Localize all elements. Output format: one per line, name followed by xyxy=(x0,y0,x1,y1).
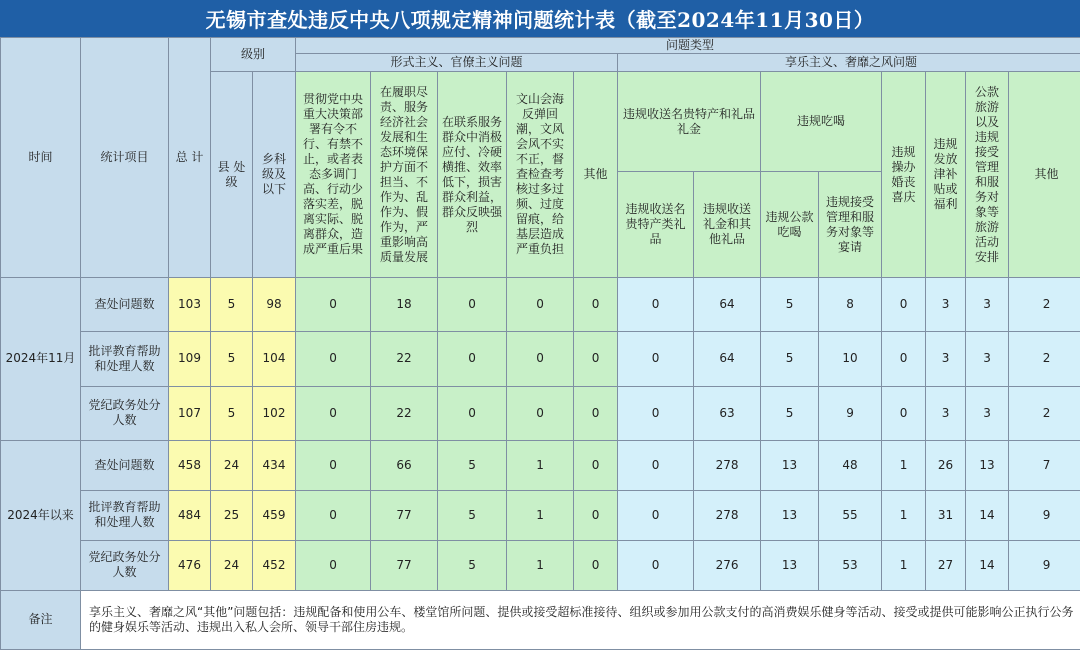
header-gift-money: 违规收送礼金和其他礼品 xyxy=(694,172,761,278)
cell: 9 xyxy=(819,386,882,440)
cell: 48 xyxy=(819,440,882,490)
cell: 1 xyxy=(507,490,574,540)
statistics-table xyxy=(0,37,1080,650)
row-item: 批评教育帮助和处理人数 xyxy=(81,332,169,386)
cell: 14 xyxy=(966,540,1009,590)
header-problem-type: 问题类型 xyxy=(296,38,1080,54)
table-title: 无锡市查处违反中央八项规定精神问题统计表（截至2024年11月30日） xyxy=(0,0,1080,37)
period-label: 2024年以来 xyxy=(1,440,81,590)
table-row xyxy=(1,540,1080,590)
cell: 0 xyxy=(296,540,371,590)
cell: 31 xyxy=(926,490,966,540)
cell: 276 xyxy=(694,540,761,590)
cell: 1 xyxy=(507,440,574,490)
cell: 24 xyxy=(211,440,253,490)
cell: 0 xyxy=(882,332,926,386)
cell: 25 xyxy=(211,490,253,540)
header-formalism-1: 贯彻党中央重大决策部署有令不行、有禁不止，或者表态多调门高、行动少落实差，脱离实际、脱离群众，造成严重后果 xyxy=(296,72,371,278)
cell: 22 xyxy=(371,332,438,386)
cell: 77 xyxy=(371,540,438,590)
cell: 1 xyxy=(882,540,926,590)
header-formalism: 形式主义、官僚主义问题 xyxy=(296,54,618,72)
cell: 0 xyxy=(438,278,507,332)
cell: 66 xyxy=(371,440,438,490)
cell: 0 xyxy=(882,278,926,332)
cell: 1 xyxy=(882,440,926,490)
cell: 64 xyxy=(694,332,761,386)
header-hedonism: 享乐主义、奢靡之风问题 xyxy=(618,54,1080,72)
cell: 459 xyxy=(253,490,296,540)
cell: 0 xyxy=(574,540,618,590)
header-township-level: 乡科级及以下 xyxy=(253,72,296,278)
cell: 0 xyxy=(618,490,694,540)
cell: 53 xyxy=(819,540,882,590)
header-wedding: 违规操办婚丧喜庆 xyxy=(882,72,926,278)
cell: 3 xyxy=(926,386,966,440)
table-row xyxy=(1,278,1080,332)
table-row xyxy=(1,490,1080,540)
cell: 13 xyxy=(761,490,819,540)
header-item: 统计项目 xyxy=(81,38,169,278)
cell: 0 xyxy=(296,332,371,386)
cell: 2 xyxy=(1009,332,1080,386)
cell: 0 xyxy=(438,332,507,386)
cell: 0 xyxy=(574,278,618,332)
table-row xyxy=(1,386,1080,440)
cell: 278 xyxy=(694,440,761,490)
header-subsidy: 违规发放津补贴或福利 xyxy=(926,72,966,278)
cell: 107 xyxy=(169,386,211,440)
cell: 5 xyxy=(211,386,253,440)
cell: 0 xyxy=(882,386,926,440)
cell: 476 xyxy=(169,540,211,590)
cell: 5 xyxy=(438,540,507,590)
cell: 1 xyxy=(882,490,926,540)
cell: 0 xyxy=(507,278,574,332)
cell: 64 xyxy=(694,278,761,332)
cell: 0 xyxy=(438,386,507,440)
row-item: 查处问题数 xyxy=(81,440,169,490)
cell: 13 xyxy=(966,440,1009,490)
header-level: 级别 xyxy=(211,38,296,72)
cell: 7 xyxy=(1009,440,1080,490)
header-travel: 公款旅游以及违规接受管理和服务对象等旅游活动安排 xyxy=(966,72,1009,278)
cell: 5 xyxy=(438,490,507,540)
header-county-level: 县 处 级 xyxy=(211,72,253,278)
row-item: 党纪政务处分人数 xyxy=(81,540,169,590)
table-row xyxy=(1,440,1080,490)
cell: 0 xyxy=(296,386,371,440)
note-text: 享乐主义、奢靡之风“其他”问题包括：违规配备和使用公车、楼堂馆所问题、提供或接受超标准接待、组织或参加用公款支付的高消费娱乐健身等活动、接受或提供可能影响公正执行公务的健身娱乐等活动、违规出入私人会所、领导干部住房违规。 xyxy=(81,590,1080,649)
cell: 103 xyxy=(169,278,211,332)
cell: 109 xyxy=(169,332,211,386)
cell: 22 xyxy=(371,386,438,440)
cell: 0 xyxy=(507,386,574,440)
cell: 0 xyxy=(574,386,618,440)
header-total: 总 计 xyxy=(169,38,211,278)
cell: 0 xyxy=(618,440,694,490)
cell: 55 xyxy=(819,490,882,540)
cell: 98 xyxy=(253,278,296,332)
cell: 18 xyxy=(371,278,438,332)
header-gift: 违规收送名贵特产和礼品礼金 xyxy=(618,72,761,172)
cell: 9 xyxy=(1009,490,1080,540)
header-formalism-other: 其他 xyxy=(574,72,618,278)
cell: 5 xyxy=(438,440,507,490)
row-item: 批评教育帮助和处理人数 xyxy=(81,490,169,540)
cell: 24 xyxy=(211,540,253,590)
cell: 14 xyxy=(966,490,1009,540)
period-label: 2024年11月 xyxy=(1,278,81,440)
cell: 5 xyxy=(761,386,819,440)
header-dining-public: 违规公款吃喝 xyxy=(761,172,819,278)
cell: 13 xyxy=(761,440,819,490)
cell: 5 xyxy=(211,278,253,332)
cell: 0 xyxy=(296,278,371,332)
cell: 0 xyxy=(618,540,694,590)
header-formalism-3: 在联系服务群众中消极应付、冷硬横推、效率低下，损害群众利益，群众反映强烈 xyxy=(438,72,507,278)
cell: 484 xyxy=(169,490,211,540)
note-row xyxy=(1,590,1080,649)
cell: 0 xyxy=(618,386,694,440)
cell: 2 xyxy=(1009,278,1080,332)
cell: 2 xyxy=(1009,386,1080,440)
cell: 27 xyxy=(926,540,966,590)
cell: 63 xyxy=(694,386,761,440)
header-gift-specialty: 违规收送名贵特产类礼品 xyxy=(618,172,694,278)
cell: 0 xyxy=(296,440,371,490)
cell: 3 xyxy=(926,332,966,386)
cell: 3 xyxy=(966,386,1009,440)
cell: 8 xyxy=(819,278,882,332)
row-item: 查处问题数 xyxy=(81,278,169,332)
cell: 0 xyxy=(574,490,618,540)
cell: 434 xyxy=(253,440,296,490)
cell: 9 xyxy=(1009,540,1080,590)
cell: 278 xyxy=(694,490,761,540)
cell: 1 xyxy=(507,540,574,590)
cell: 102 xyxy=(253,386,296,440)
header-dining: 违规吃喝 xyxy=(761,72,882,172)
cell: 452 xyxy=(253,540,296,590)
cell: 0 xyxy=(618,332,694,386)
table-row xyxy=(1,332,1080,386)
cell: 77 xyxy=(371,490,438,540)
cell: 3 xyxy=(966,332,1009,386)
row-item: 党纪政务处分人数 xyxy=(81,386,169,440)
header-hedonism-other: 其他 xyxy=(1009,72,1080,278)
header-formalism-2: 在履职尽责、服务经济社会发展和生态环境保护方面不担当、不作为、乱作为、假作为，严重影响高质量发展 xyxy=(371,72,438,278)
cell: 458 xyxy=(169,440,211,490)
note-label: 备注 xyxy=(1,590,81,649)
cell: 3 xyxy=(966,278,1009,332)
cell: 10 xyxy=(819,332,882,386)
cell: 0 xyxy=(296,490,371,540)
cell: 0 xyxy=(574,332,618,386)
cell: 5 xyxy=(761,278,819,332)
cell: 13 xyxy=(761,540,819,590)
header-time: 时间 xyxy=(1,38,81,278)
header-formalism-4: 文山会海反弹回潮，文风会风不实不正，督查检查考核过多过频、过度留痕，给基层造成严重负担 xyxy=(507,72,574,278)
cell: 104 xyxy=(253,332,296,386)
cell: 0 xyxy=(574,440,618,490)
cell: 0 xyxy=(507,332,574,386)
cell: 0 xyxy=(618,278,694,332)
header-dining-banquet: 违规接受管理和服务对象等宴请 xyxy=(819,172,882,278)
cell: 5 xyxy=(211,332,253,386)
cell: 3 xyxy=(926,278,966,332)
cell: 26 xyxy=(926,440,966,490)
cell: 5 xyxy=(761,332,819,386)
